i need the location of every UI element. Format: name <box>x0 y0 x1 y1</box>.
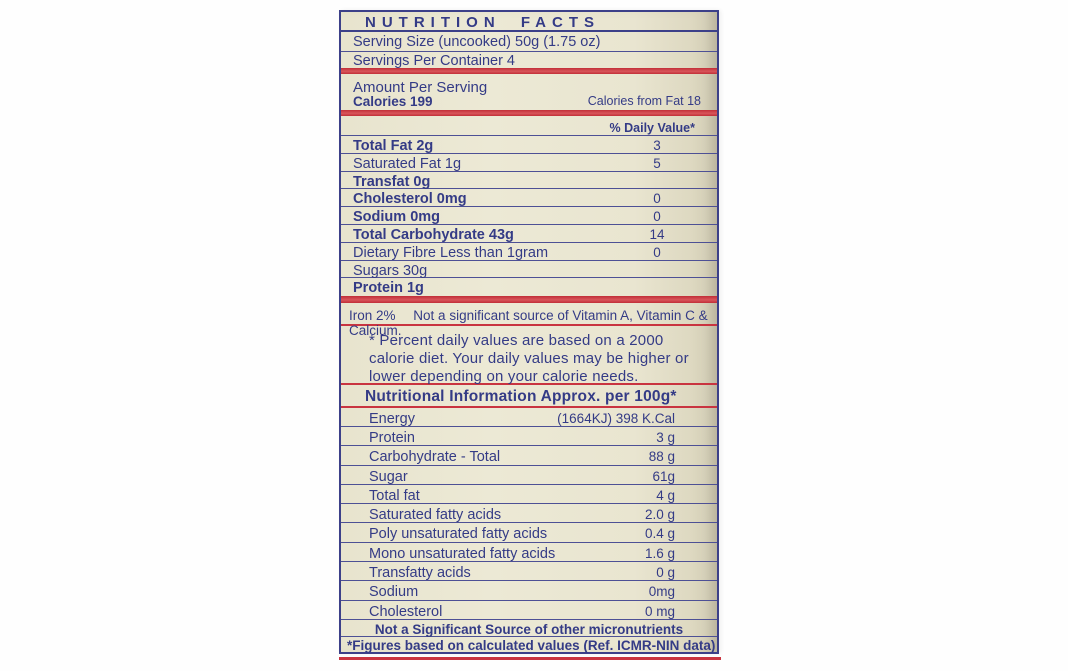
per-100g-row <box>341 446 717 465</box>
iron-note <box>341 303 717 339</box>
nutrient-row <box>341 278 717 296</box>
nutrient-value: 4 g <box>656 487 675 503</box>
calories: Calories 199 <box>353 94 433 109</box>
nutrient-value: 0 mg <box>644 603 675 619</box>
nutrient-value: 0.4 g <box>644 526 675 542</box>
nutrient-row <box>341 136 717 154</box>
nutrient-label: Energy <box>369 410 415 427</box>
calories-from-fat: Calories from Fat 18 <box>587 94 701 108</box>
nutrient-label: Carbohydrate - Total <box>369 449 501 466</box>
nutrient-label: Protein 1g <box>353 280 424 297</box>
serving-size: Serving Size (uncooked) 50g (1.75 oz) <box>341 32 717 52</box>
calories-row <box>341 94 717 110</box>
nutrient-label: Sugar <box>369 468 408 485</box>
nutrient-label: Cholesterol <box>369 603 443 620</box>
nutrient-value: 61g <box>652 468 675 484</box>
nutrient-row <box>341 154 717 172</box>
nutrient-label: Transfatty acids <box>369 565 471 582</box>
nutrient-label: Dietary Fibre Less than 1gram <box>353 244 549 261</box>
nutrient-value: 0 <box>653 191 661 207</box>
nutrient-value: (1664KJ) 398 K.Cal <box>557 410 675 426</box>
nutrient-value: 5 <box>653 155 661 171</box>
bottom-red-line <box>339 657 721 660</box>
figures-note: *Figures based on calculated values (Ref. ICMR-NIN data) <box>347 637 716 653</box>
nutrient-label: Mono unsaturated fatty acids <box>369 545 556 562</box>
per-100g-row <box>341 427 717 446</box>
per-100g-row <box>341 543 717 562</box>
nutrient-row <box>341 261 717 279</box>
nutrient-label: Cholesterol 0mg <box>353 191 467 208</box>
nutrient-value: 3 <box>653 138 661 153</box>
amount-per-serving: Amount Per Serving <box>353 79 488 96</box>
per-100g-row <box>341 581 717 600</box>
nutrient-row <box>341 243 717 261</box>
nutrient-label: Sodium 0mg <box>353 209 441 226</box>
nutrient-row <box>341 189 717 207</box>
nutrient-label: Total Carbohydrate 43g <box>353 226 514 243</box>
nutrition-label <box>339 10 719 654</box>
per-100g-row <box>341 601 717 620</box>
daily-value-header: % Daily Value* <box>341 116 717 136</box>
iron-percent: Iron 2% <box>349 308 396 324</box>
nutrient-row <box>341 207 717 225</box>
nutrient-label: Total fat <box>369 487 420 504</box>
nutrient-label: Transfat 0g <box>353 173 431 190</box>
per-100g-row <box>341 504 717 523</box>
nutrient-value: 0 g <box>656 565 675 581</box>
nutrient-value: 0mg <box>648 584 675 600</box>
percent-daily-footnote: * Percent daily values are based on a 2000 calorie diet. Your daily values may be higher or lower depending on your calorie needs. <box>341 326 717 385</box>
nutrient-value: 0 <box>653 244 661 260</box>
per-100g-row <box>341 408 717 427</box>
nutrient-value: 1.6 g <box>644 545 675 561</box>
per-100g-row <box>341 562 717 581</box>
per-100g-row <box>341 485 717 504</box>
nutrition-facts-title: NUTRITION FACTS <box>341 12 717 32</box>
nutrient-label: Sodium <box>369 584 419 601</box>
nutrient-value: 88 g <box>648 449 675 465</box>
nutrient-label: Saturated fatty acids <box>369 507 502 524</box>
servings-per-container: Servings Per Container 4 <box>353 53 515 69</box>
nutrient-label: Protein <box>369 429 415 446</box>
red-divider <box>341 296 717 303</box>
per-100g-row <box>341 523 717 542</box>
nutrient-label: Sugars 30g <box>353 262 428 279</box>
per-100g-header: Nutritional Information Approx. per 100g* <box>341 385 717 408</box>
nutrient-value: 0 <box>653 209 661 225</box>
nutrient-row <box>341 225 717 243</box>
nutrient-label: Saturated Fat 1g <box>353 155 462 172</box>
nutrient-value: 2.0 g <box>644 507 675 523</box>
nutrient-label: Poly unsaturated fatty acids <box>369 526 548 543</box>
micronutrients-note: Not a Significant Source of other micronutrients <box>341 620 717 637</box>
per-100g-row <box>341 466 717 485</box>
nutrient-value: 14 <box>649 226 665 242</box>
nutrient-row <box>341 172 717 190</box>
nutrient-label: Total Fat 2g <box>353 138 434 154</box>
nutrient-value: 3 g <box>656 429 675 445</box>
iron-text: Not a significant source of Vitamin A, Vitamin C & Calcium. <box>349 308 708 339</box>
